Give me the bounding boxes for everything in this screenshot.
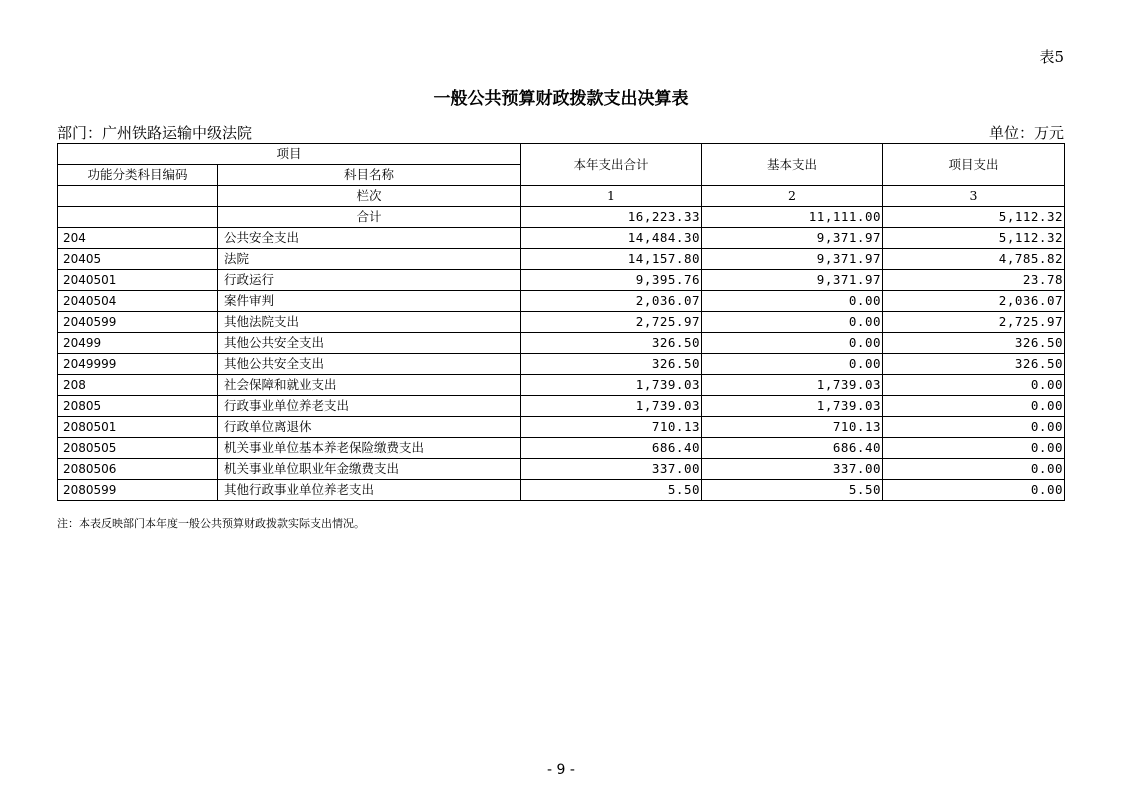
row-code: 20805 bbox=[58, 396, 218, 417]
row-name: 公共安全支出 bbox=[218, 228, 521, 249]
row-total: 2,036.07 bbox=[521, 291, 702, 312]
row-total: 1,739.03 bbox=[521, 396, 702, 417]
row-basic: 0.00 bbox=[702, 333, 883, 354]
row-name: 社会保障和就业支出 bbox=[218, 375, 521, 396]
row-code: 208 bbox=[58, 375, 218, 396]
row-project: 0.00 bbox=[883, 417, 1065, 438]
row-basic: 1,739.03 bbox=[702, 375, 883, 396]
row-total: 1,739.03 bbox=[521, 375, 702, 396]
row-code: 2080505 bbox=[58, 438, 218, 459]
row-basic: 337.00 bbox=[702, 459, 883, 480]
row-name: 案件审判 bbox=[218, 291, 521, 312]
total-project: 5,112.32 bbox=[883, 207, 1065, 228]
table-row bbox=[58, 438, 1065, 459]
row-name: 行政单位离退休 bbox=[218, 417, 521, 438]
total-empty-cell bbox=[58, 207, 218, 228]
budget-table bbox=[57, 143, 1065, 501]
table-row bbox=[58, 459, 1065, 480]
row-project: 5,112.32 bbox=[883, 228, 1065, 249]
index-2: 2 bbox=[702, 186, 883, 207]
total-label: 合计 bbox=[218, 207, 521, 228]
row-total: 2,725.97 bbox=[521, 312, 702, 333]
row-code: 20405 bbox=[58, 249, 218, 270]
row-project: 0.00 bbox=[883, 396, 1065, 417]
row-code: 2040504 bbox=[58, 291, 218, 312]
row-basic: 1,739.03 bbox=[702, 396, 883, 417]
header-code: 功能分类科目编码 bbox=[58, 165, 218, 186]
row-code: 2040501 bbox=[58, 270, 218, 291]
row-project: 326.50 bbox=[883, 333, 1065, 354]
unit-label: 单位：万元 bbox=[988, 124, 1064, 142]
table-row bbox=[58, 417, 1065, 438]
header-name: 科目名称 bbox=[218, 165, 521, 186]
row-project: 0.00 bbox=[883, 438, 1065, 459]
row-total: 326.50 bbox=[521, 333, 702, 354]
table-row bbox=[58, 312, 1065, 333]
row-basic: 0.00 bbox=[702, 354, 883, 375]
row-project: 4,785.82 bbox=[883, 249, 1065, 270]
index-1: 1 bbox=[521, 186, 702, 207]
index-row bbox=[58, 186, 1065, 207]
row-project: 0.00 bbox=[883, 459, 1065, 480]
table-row bbox=[58, 270, 1065, 291]
row-project: 2,725.97 bbox=[883, 312, 1065, 333]
row-basic: 686.40 bbox=[702, 438, 883, 459]
row-name: 其他法院支出 bbox=[218, 312, 521, 333]
page-number: - 9 - bbox=[547, 762, 575, 778]
row-basic: 9,371.97 bbox=[702, 270, 883, 291]
header-col-project: 项目支出 bbox=[883, 144, 1065, 186]
index-label: 栏次 bbox=[218, 186, 521, 207]
row-project: 326.50 bbox=[883, 354, 1065, 375]
header-project: 项目 bbox=[58, 144, 521, 165]
row-name: 机关事业单位职业年金缴费支出 bbox=[218, 459, 521, 480]
table-row bbox=[58, 291, 1065, 312]
total-basic: 11,111.00 bbox=[702, 207, 883, 228]
row-name: 其他公共安全支出 bbox=[218, 333, 521, 354]
row-code: 2080599 bbox=[58, 480, 218, 501]
header-row-1 bbox=[58, 144, 1065, 165]
header-col-basic: 基本支出 bbox=[702, 144, 883, 186]
row-total: 14,157.80 bbox=[521, 249, 702, 270]
row-basic: 9,371.97 bbox=[702, 249, 883, 270]
row-code: 20499 bbox=[58, 333, 218, 354]
total-row bbox=[58, 207, 1065, 228]
row-project: 2,036.07 bbox=[883, 291, 1065, 312]
table-row bbox=[58, 354, 1065, 375]
row-total: 337.00 bbox=[521, 459, 702, 480]
index-3: 3 bbox=[883, 186, 1065, 207]
row-name: 行政运行 bbox=[218, 270, 521, 291]
table-row bbox=[58, 249, 1065, 270]
row-name: 机关事业单位基本养老保险缴费支出 bbox=[218, 438, 521, 459]
department-label: 部门：广州铁路运输中级法院 bbox=[57, 124, 253, 142]
row-total: 710.13 bbox=[521, 417, 702, 438]
row-total: 5.50 bbox=[521, 480, 702, 501]
row-project: 0.00 bbox=[883, 375, 1065, 396]
row-total: 326.50 bbox=[521, 354, 702, 375]
row-code: 2080501 bbox=[58, 417, 218, 438]
total-total: 16,223.33 bbox=[521, 207, 702, 228]
row-name: 法院 bbox=[218, 249, 521, 270]
row-project: 23.78 bbox=[883, 270, 1065, 291]
table-row bbox=[58, 228, 1065, 249]
row-basic: 9,371.97 bbox=[702, 228, 883, 249]
row-basic: 710.13 bbox=[702, 417, 883, 438]
row-code: 2049999 bbox=[58, 354, 218, 375]
row-name: 行政事业单位养老支出 bbox=[218, 396, 521, 417]
table-row bbox=[58, 375, 1065, 396]
row-total: 9,395.76 bbox=[521, 270, 702, 291]
index-empty-cell bbox=[58, 186, 218, 207]
table-note: 注：本表反映部门本年度一般公共预算财政拨款实际支出情况。 bbox=[57, 517, 365, 530]
row-project: 0.00 bbox=[883, 480, 1065, 501]
row-code: 204 bbox=[58, 228, 218, 249]
page-title: 一般公共预算财政拨款支出决算表 bbox=[433, 89, 689, 109]
row-code: 2080506 bbox=[58, 459, 218, 480]
table-row bbox=[58, 396, 1065, 417]
table-number-label: 表5 bbox=[1039, 48, 1064, 66]
row-basic: 0.00 bbox=[702, 291, 883, 312]
row-basic: 0.00 bbox=[702, 312, 883, 333]
row-basic: 5.50 bbox=[702, 480, 883, 501]
row-total: 14,484.30 bbox=[521, 228, 702, 249]
table-row bbox=[58, 333, 1065, 354]
row-name: 其他行政事业单位养老支出 bbox=[218, 480, 521, 501]
row-name: 其他公共安全支出 bbox=[218, 354, 521, 375]
row-total: 686.40 bbox=[521, 438, 702, 459]
header-col-total: 本年支出合计 bbox=[521, 144, 702, 186]
row-code: 2040599 bbox=[58, 312, 218, 333]
table-row bbox=[58, 480, 1065, 501]
